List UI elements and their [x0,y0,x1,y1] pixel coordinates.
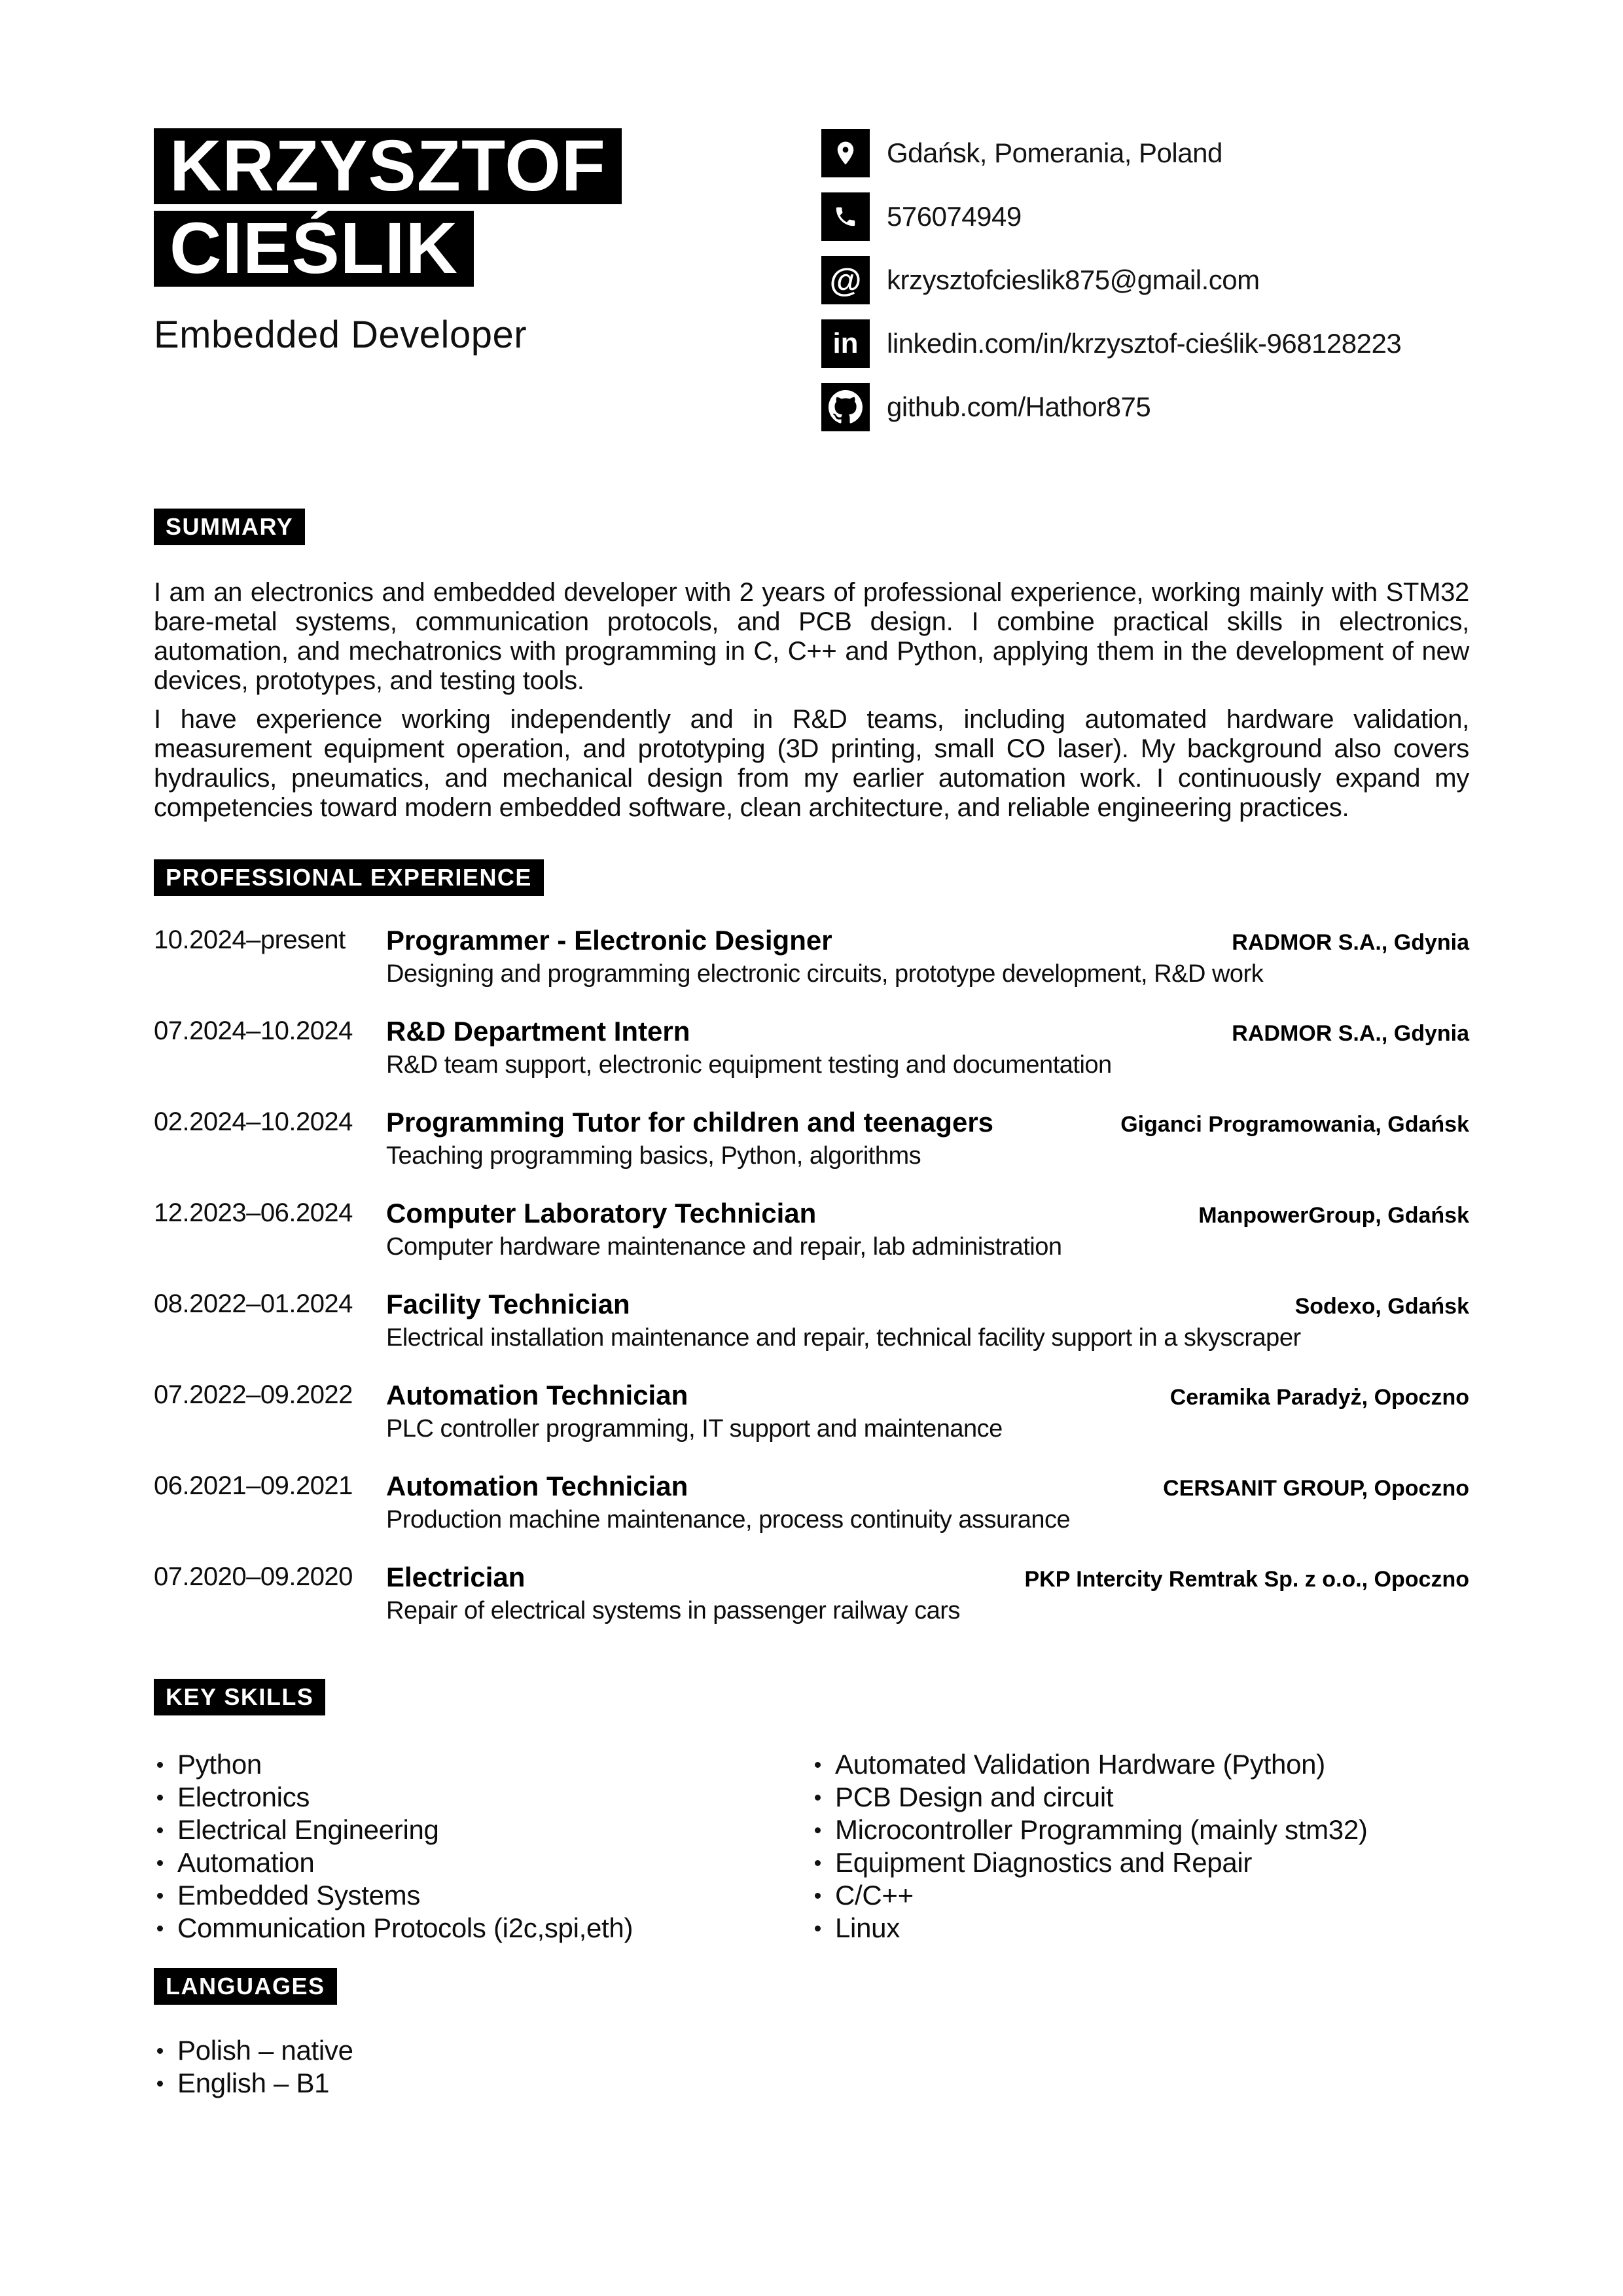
name-block [154,128,622,357]
experience-entry [154,1471,1469,1535]
entry-dates: 02.2024–10.2024 [154,1107,353,1136]
entry-company: PKP Intercity Remtrak Sp. z o.o., Opoczno [1024,1567,1469,1592]
languages-list [154,2034,1469,2100]
experience-entry [154,1289,1469,1354]
entry-title: Programmer - Electronic Designer [386,925,832,956]
email-at-icon: @ [821,256,870,304]
skill-item: PCB Design and circuit [812,1781,1469,1814]
contact-phone [821,192,1469,241]
entry-title: Electrician [386,1562,526,1592]
contact-email [821,256,1469,304]
linkedin-icon: in [821,319,870,368]
skill-item: C/C++ [812,1879,1469,1912]
entry-company: Ceramika Paradyż, Opoczno [1169,1385,1469,1410]
contact-location [821,129,1469,177]
experience-list [154,925,1469,1626]
entry-description: Teaching programming basics, Python, algorithms [386,1142,921,1170]
location-text: Gdańsk, Pomerania, Poland [887,137,1222,168]
contact-github [821,383,1469,431]
skill-item: Equipment Diagnostics and Repair [812,1846,1469,1879]
contact-list [821,128,1469,446]
name-last: CIEŚLIK [154,211,474,287]
email-text[interactable]: krzysztofcieslik875@gmail.com [887,264,1260,295]
skill-item: Microcontroller Programming (mainly stm32) [812,1814,1469,1846]
skill-item: Linux [812,1912,1469,1945]
experience-entry [154,1198,1469,1263]
location-pin-icon [821,129,870,177]
entry-dates: 07.2022–09.2022 [154,1380,353,1409]
skills-section [154,1679,1469,1945]
contact-linkedin [821,319,1469,368]
skills-heading: KEY SKILLS [154,1679,325,1715]
entry-company: CERSANIT GROUP, Opoczno [1163,1476,1469,1501]
entry-title: Facility Technician [386,1289,630,1319]
entry-description: PLC controller programming, IT support and maintenance [386,1415,1003,1443]
entry-dates: 10.2024–present [154,925,346,954]
name-first: KRZYSZTOF [154,128,622,204]
entry-company: Giganci Programowania, Gdańsk [1120,1112,1469,1137]
skills-columns [154,1748,1469,1945]
skill-item: Embedded Systems [154,1879,812,1912]
summary-paragraph: I have experience working independently and in R&D teams, including automated hardware validation, measurement equipment operation, and prototyping (3D printing, small CO laser). My background also covers hydraulics, pneumatics, and mechanical design from my earlier automation work. I continuously expand my competencies toward modern embedded software, clean architecture, and reliable engineering practices. [154,705,1469,822]
skill-item: Electrical Engineering [154,1814,812,1846]
entry-company: RADMOR S.A., Gdynia [1232,1021,1469,1046]
languages-section [154,1968,1469,2100]
skill-item: Communication Protocols (i2c,spi,eth) [154,1912,812,1945]
summary-section [154,509,1469,823]
linkedin-text[interactable]: linkedin.com/in/krzysztof-cieślik-968128223 [887,328,1402,359]
entry-title: Automation Technician [386,1471,688,1501]
entry-dates: 07.2020–09.2020 [154,1562,353,1591]
entry-description: Repair of electrical systems in passenger railway cars [386,1597,960,1624]
languages-heading: LANGUAGES [154,1968,337,2005]
entry-company: ManpowerGroup, Gdańsk [1198,1203,1469,1228]
entry-company: Sodexo, Gdańsk [1294,1294,1469,1319]
experience-entry [154,1562,1469,1626]
entry-description: Designing and programming electronic circuits, prototype development, R&D work [386,960,1264,988]
skills-column-right [812,1748,1469,1945]
entry-description: Computer hardware maintenance and repair, lab administration [386,1233,1062,1261]
name-line-2 [154,208,622,289]
entry-description: R&D team support, electronic equipment testing and documentation [386,1051,1112,1079]
language-item: Polish – native [154,2034,1469,2067]
skill-item: Python [154,1748,812,1781]
github-icon [821,383,870,431]
summary-paragraph: I am an electronics and embedded developer with 2 years of professional experience, working mainly with STM32 bare-metal systems, communication protocols, and PCB design. I combine practical skills in electronics, automation, and mechatronics with programming in C, C++ and Python, applying them in the development of new devices, prototypes, and testing tools. [154,578,1469,695]
summary-text [154,578,1469,823]
name-line-1 [154,128,622,204]
entry-title: Computer Laboratory Technician [386,1198,817,1229]
entry-description: Electrical installation maintenance and repair, technical facility support in a skyscraper [386,1324,1301,1352]
entry-description: Production machine maintenance, process continuity assurance [386,1506,1071,1534]
github-text[interactable]: github.com/Hathor875 [887,391,1151,422]
language-item: English – B1 [154,2067,1469,2100]
entry-title: Automation Technician [386,1380,688,1410]
phone-icon [821,192,870,241]
skill-item: Automated Validation Hardware (Python) [812,1748,1469,1781]
entry-dates: 12.2023–06.2024 [154,1198,353,1227]
experience-entry [154,1107,1469,1172]
experience-entry [154,1380,1469,1444]
entry-dates: 07.2024–10.2024 [154,1016,353,1045]
job-title: Embedded Developer [154,314,527,356]
entry-dates: 06.2021–09.2021 [154,1471,353,1500]
summary-heading: SUMMARY [154,509,305,545]
experience-entry [154,1016,1469,1081]
experience-heading: PROFESSIONAL EXPERIENCE [154,859,544,896]
experience-section [154,859,1469,1626]
header [154,128,1469,446]
skills-column-left [154,1748,812,1945]
entry-title: R&D Department Intern [386,1016,690,1047]
experience-entry [154,925,1469,990]
entry-company: RADMOR S.A., Gdynia [1232,930,1469,955]
phone-text: 576074949 [887,201,1022,232]
skill-item: Automation [154,1846,812,1879]
entry-dates: 08.2022–01.2024 [154,1289,353,1318]
entry-title: Programming Tutor for children and teenagers [386,1107,994,1138]
skill-item: Electronics [154,1781,812,1814]
